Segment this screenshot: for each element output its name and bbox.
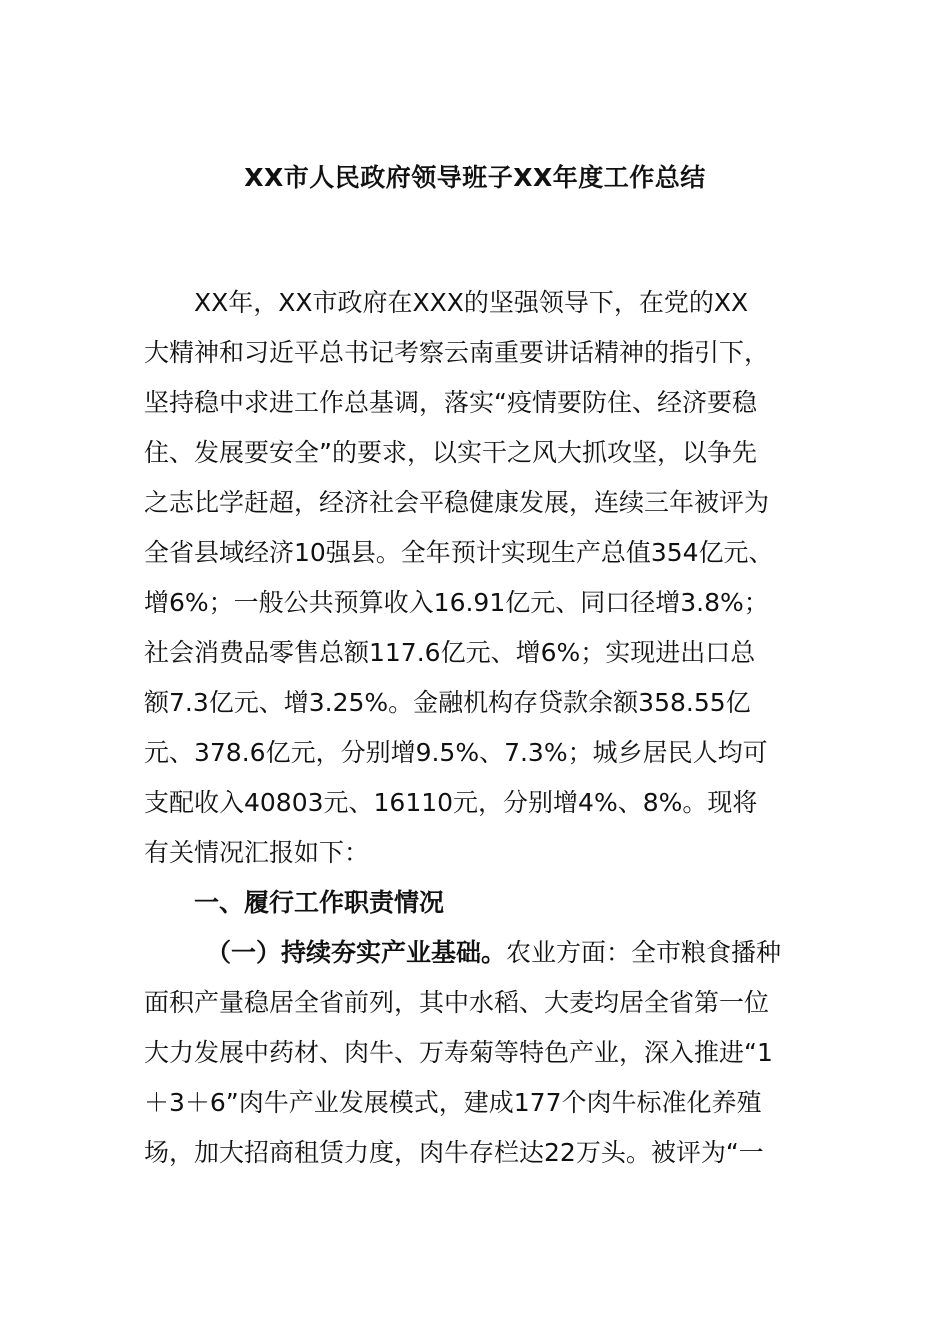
paragraph-line: 住、发展要安全”的要求，以实干之风大抓攻坚，以争先 — [144, 438, 757, 467]
paragraph-line: XX年，XX市政府在XXX的坚强领导下，在党的XX — [194, 288, 749, 317]
paragraph-line: 有关情况汇报如下： — [144, 838, 370, 867]
paragraph-line: 面积产量稳居全省前列，其中水稻、大麦均居全省第一位 — [144, 988, 770, 1017]
paragraph-line: 增6%；一般公共预算收入16.91亿元、同口径增3.8%； — [144, 588, 769, 617]
paragraph-line: 元、378.6亿元，分别增9.5%、7.3%；城乡居民人均可 — [144, 738, 768, 767]
paragraph-line: 场，加大招商租赁力度，肉牛存栏达22万头。被评为“一 — [144, 1138, 764, 1167]
paragraph-line: ＋3＋6”肉牛产业发展模式，建成177个肉牛标准化养殖 — [144, 1088, 762, 1117]
paragraph-line: 之志比学赶超，经济社会平稳健康发展，连续三年被评为 — [144, 488, 770, 517]
subsection-first-line-text: 农业方面：全市粮食播种 — [506, 938, 782, 967]
paragraph-line: 大精神和习近平总书记考察云南重要讲话精神的指引下， — [144, 338, 770, 367]
paragraph-line: 额7.3亿元、增3.25%。金融机构存贷款余额358.55亿 — [144, 688, 751, 717]
document-body — [144, 285, 834, 1185]
document-title: XX市人民政府领导班子XX年度工作总结 — [244, 163, 706, 192]
subsection-first-line — [144, 935, 834, 985]
subsection-heading: （一）持续夯实产业基础。 — [206, 938, 507, 967]
paragraph-line: 大力发展中药材、肉牛、万寿菊等特色产业，深入推进“1 — [144, 1038, 773, 1067]
paragraph-line: 社会消费品零售总额117.6亿元、增6%；实现进出口总 — [144, 638, 756, 667]
paragraph-line: 全省县域经济10强县。全年预计实现生产总值354亿元、 — [144, 538, 774, 567]
section-heading: 一、履行工作职责情况 — [194, 888, 445, 917]
paragraph-line: 坚持稳中求进工作总基调，落实“疫情要防住、经济要稳 — [144, 388, 757, 417]
paragraph-line: 支配收入40803元、16110元，分别增4%、8%。现将 — [144, 788, 758, 817]
